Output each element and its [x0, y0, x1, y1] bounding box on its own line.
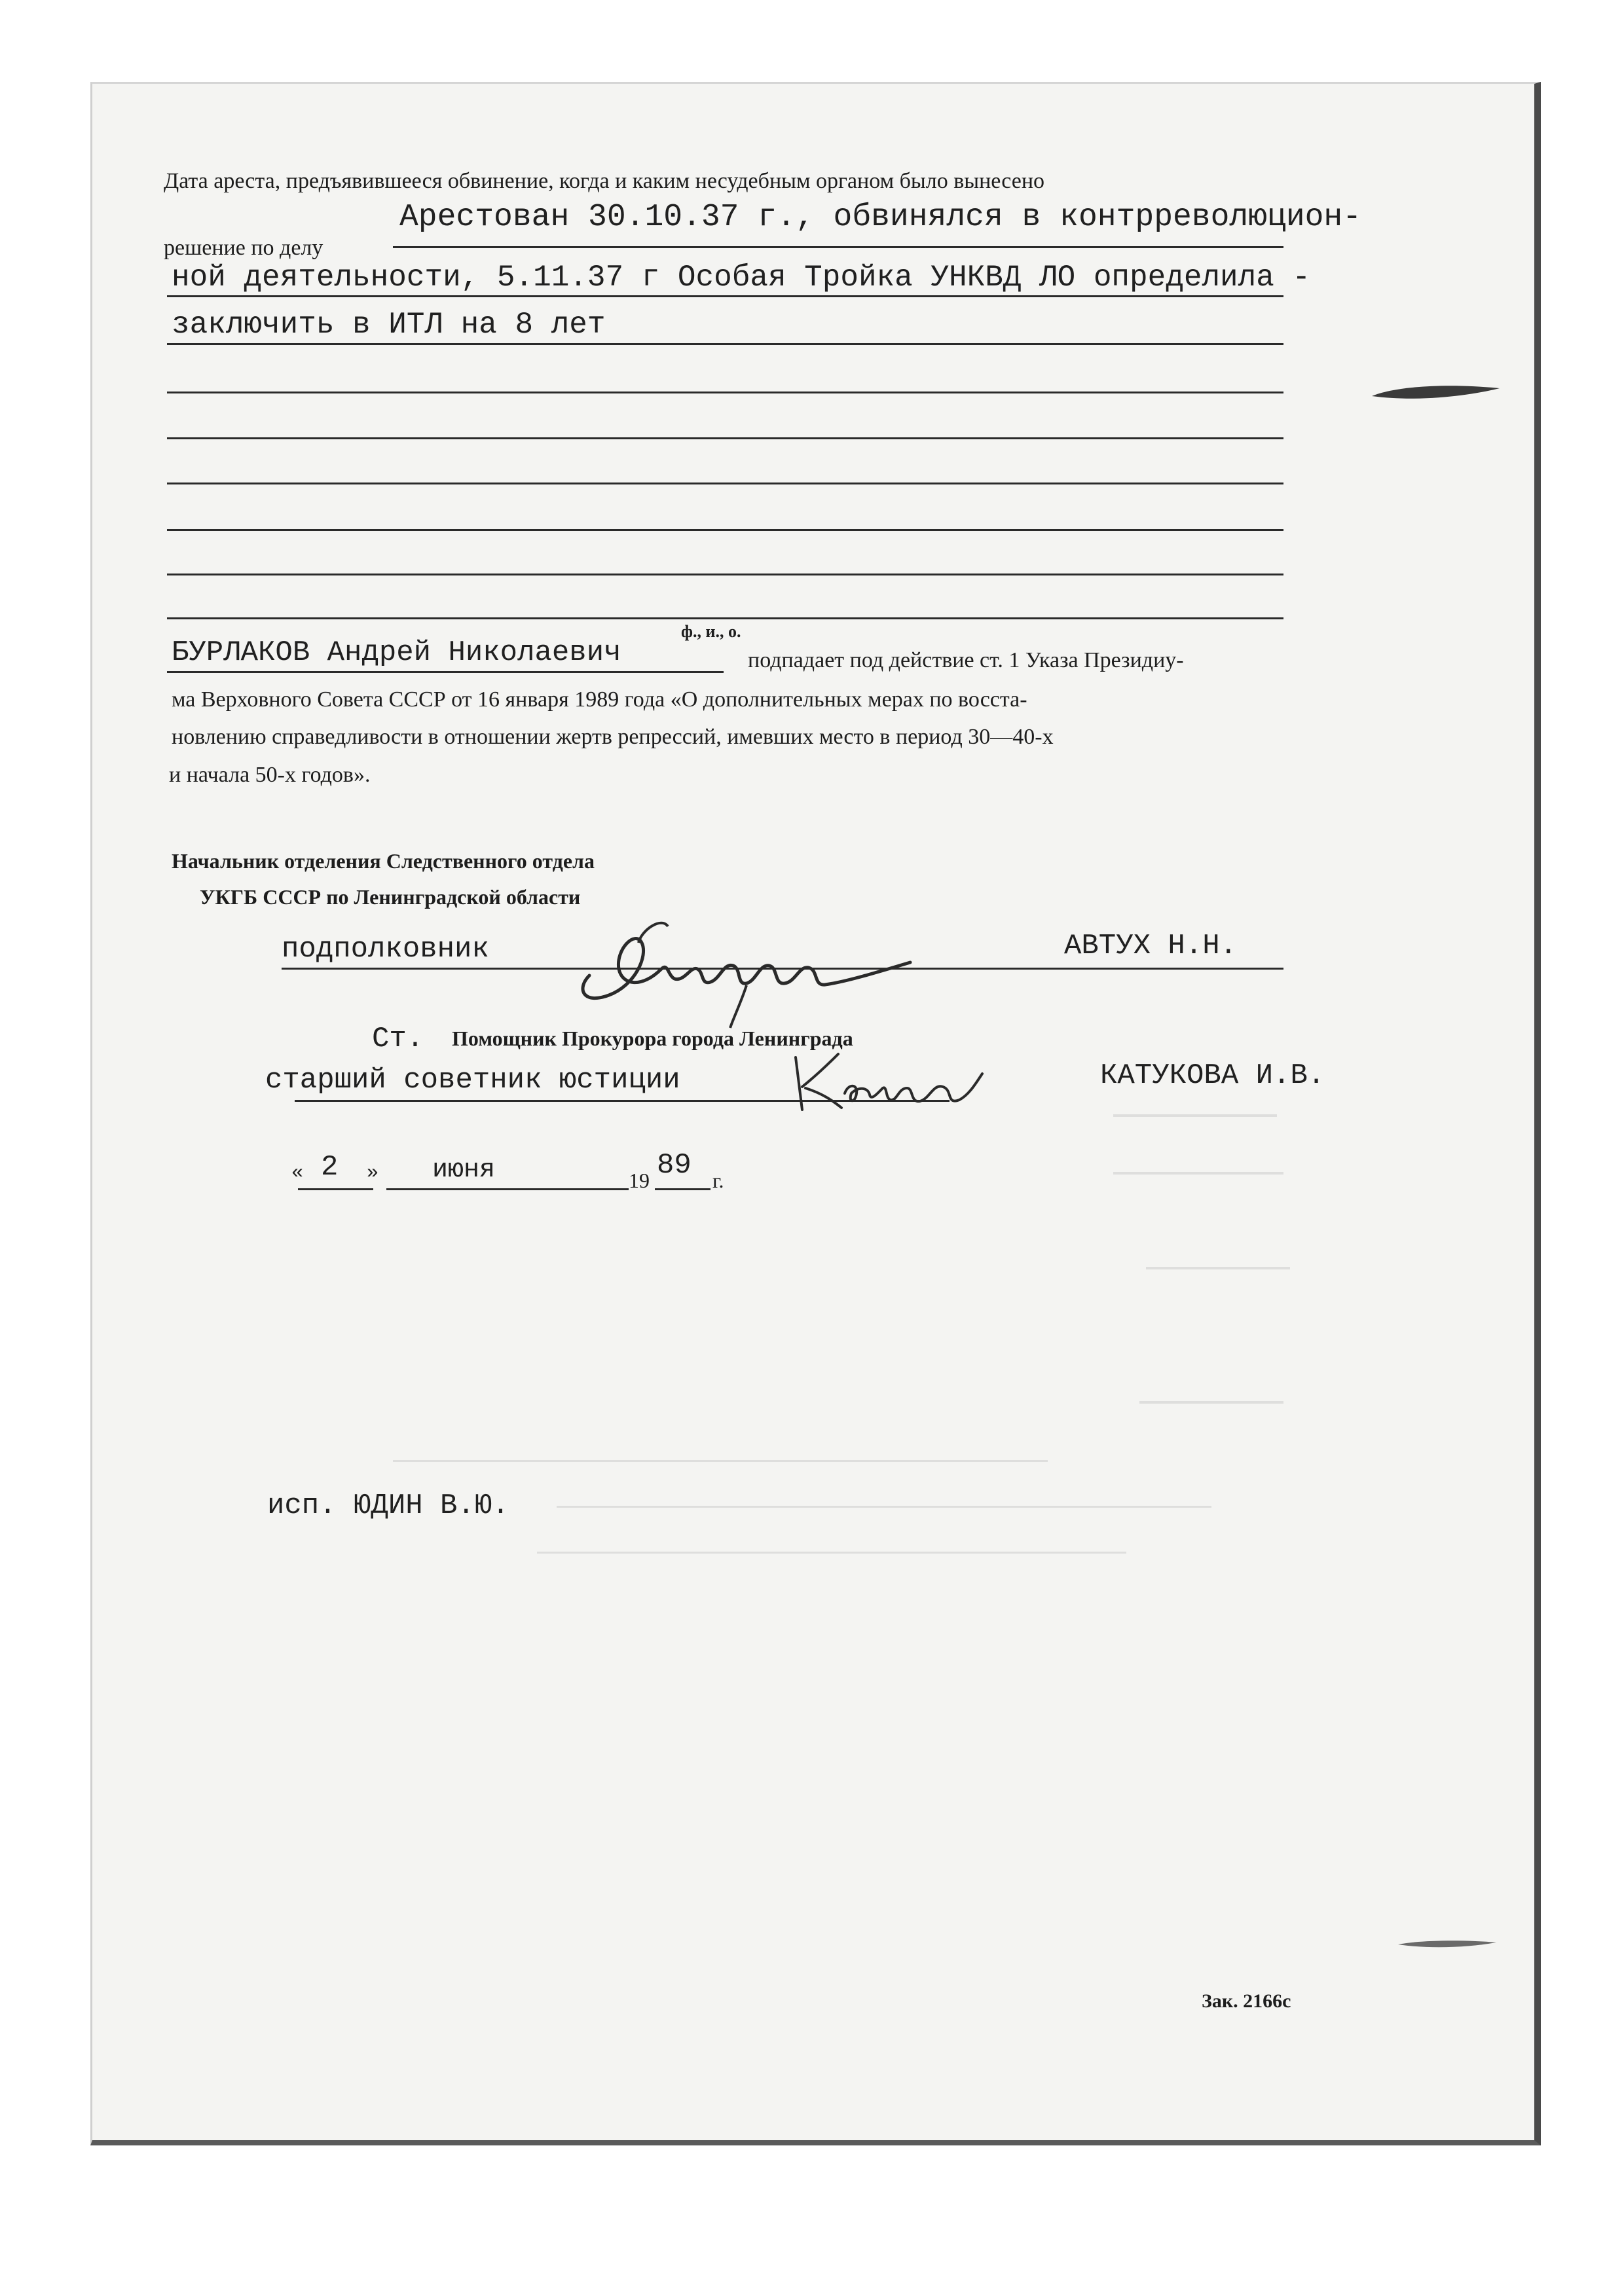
form-rule — [167, 483, 1283, 484]
date-year-prefix: 19 — [629, 1169, 650, 1192]
arrest-details-line-1: Арестован 30.10.37 г., обвинялся в контрреволюцион- — [399, 200, 1362, 235]
arrest-details-line-3: заключить в ИТЛ на 8 лет — [172, 308, 606, 342]
bleed-through-mark — [393, 1460, 1048, 1462]
prosecutor-title: Помощник Прокурора города Ленинграда — [452, 1027, 853, 1050]
executor: исп. ЮДИН В.Ю. — [267, 1489, 509, 1522]
form-rule — [167, 617, 1283, 619]
bleed-through-mark — [1113, 1172, 1283, 1175]
scan-smudge — [1369, 376, 1513, 409]
prosecutor-signature-image — [786, 1048, 995, 1120]
person-name: БУРЛАКОВ Андрей Николаевич — [172, 636, 621, 669]
arrest-details-line-2: ной деятельности, 5.11.37 г Особая Тройка УНКВД ЛО определила - — [172, 261, 1311, 295]
name-caption: ф., и., о. — [681, 622, 741, 641]
order-number: Зак. 2166с — [1202, 1990, 1291, 2012]
kgb-title-line-2: УКГБ СССР по Ленинградской области — [200, 885, 581, 909]
form-rule — [167, 343, 1283, 345]
bleed-through-mark — [1146, 1267, 1290, 1269]
form-rule — [386, 1188, 629, 1190]
scan-smudge — [1395, 1935, 1500, 1954]
form-rule — [167, 574, 1283, 575]
bleed-through-mark — [537, 1552, 1126, 1554]
kgb-officer-name: АВТУХ Н.Н. — [1064, 930, 1238, 962]
decree-line-3: новлению справедливости в отношении жертв репрессий, имевших место в период 30—40-х — [172, 725, 1054, 749]
decree-line-4: и начала 50-х годов». — [169, 763, 371, 787]
kgb-title-line-1: Начальник отделения Следственного отдела — [172, 849, 595, 873]
form-rule — [655, 1188, 710, 1190]
kgb-rank: подполковник — [282, 933, 489, 966]
date-year-end: г. — [712, 1169, 724, 1192]
date-day: 2 — [321, 1151, 339, 1184]
bleed-through-mark — [1139, 1401, 1283, 1404]
decision-label: решение по делу — [164, 236, 323, 260]
decree-line-2: ма Верховного Совета СССР от 16 января 1989 года «О дополнительных мерах по восста- — [172, 687, 1027, 712]
form-rule — [167, 671, 724, 673]
form-rule — [393, 246, 1283, 248]
date-year-suffix: 89 — [657, 1149, 692, 1182]
prosecutor-name: КАТУКОВА И.В. — [1100, 1059, 1325, 1092]
prosecutor-rank: старший советник юстиции — [265, 1064, 680, 1097]
bleed-through-mark — [557, 1506, 1211, 1508]
arrest-label: Дата ареста, предъявившееся обвинение, когда и каким несудебным органом было вынесено — [164, 169, 1045, 193]
officer-signature-image — [570, 903, 923, 1034]
date-close-quote: » — [367, 1162, 379, 1184]
date-open-quote: « — [291, 1162, 304, 1184]
bleed-through-mark — [1113, 1114, 1277, 1117]
date-month: июня — [432, 1156, 496, 1185]
prosecutor-prefix: Ст. — [372, 1023, 424, 1055]
decree-line-1: подпадает под действие ст. 1 Указа Президиу- — [748, 648, 1184, 672]
form-rule — [298, 1188, 373, 1190]
form-rule — [167, 529, 1283, 531]
form-rule — [167, 295, 1283, 297]
form-rule — [167, 392, 1283, 393]
form-rule — [167, 437, 1283, 439]
